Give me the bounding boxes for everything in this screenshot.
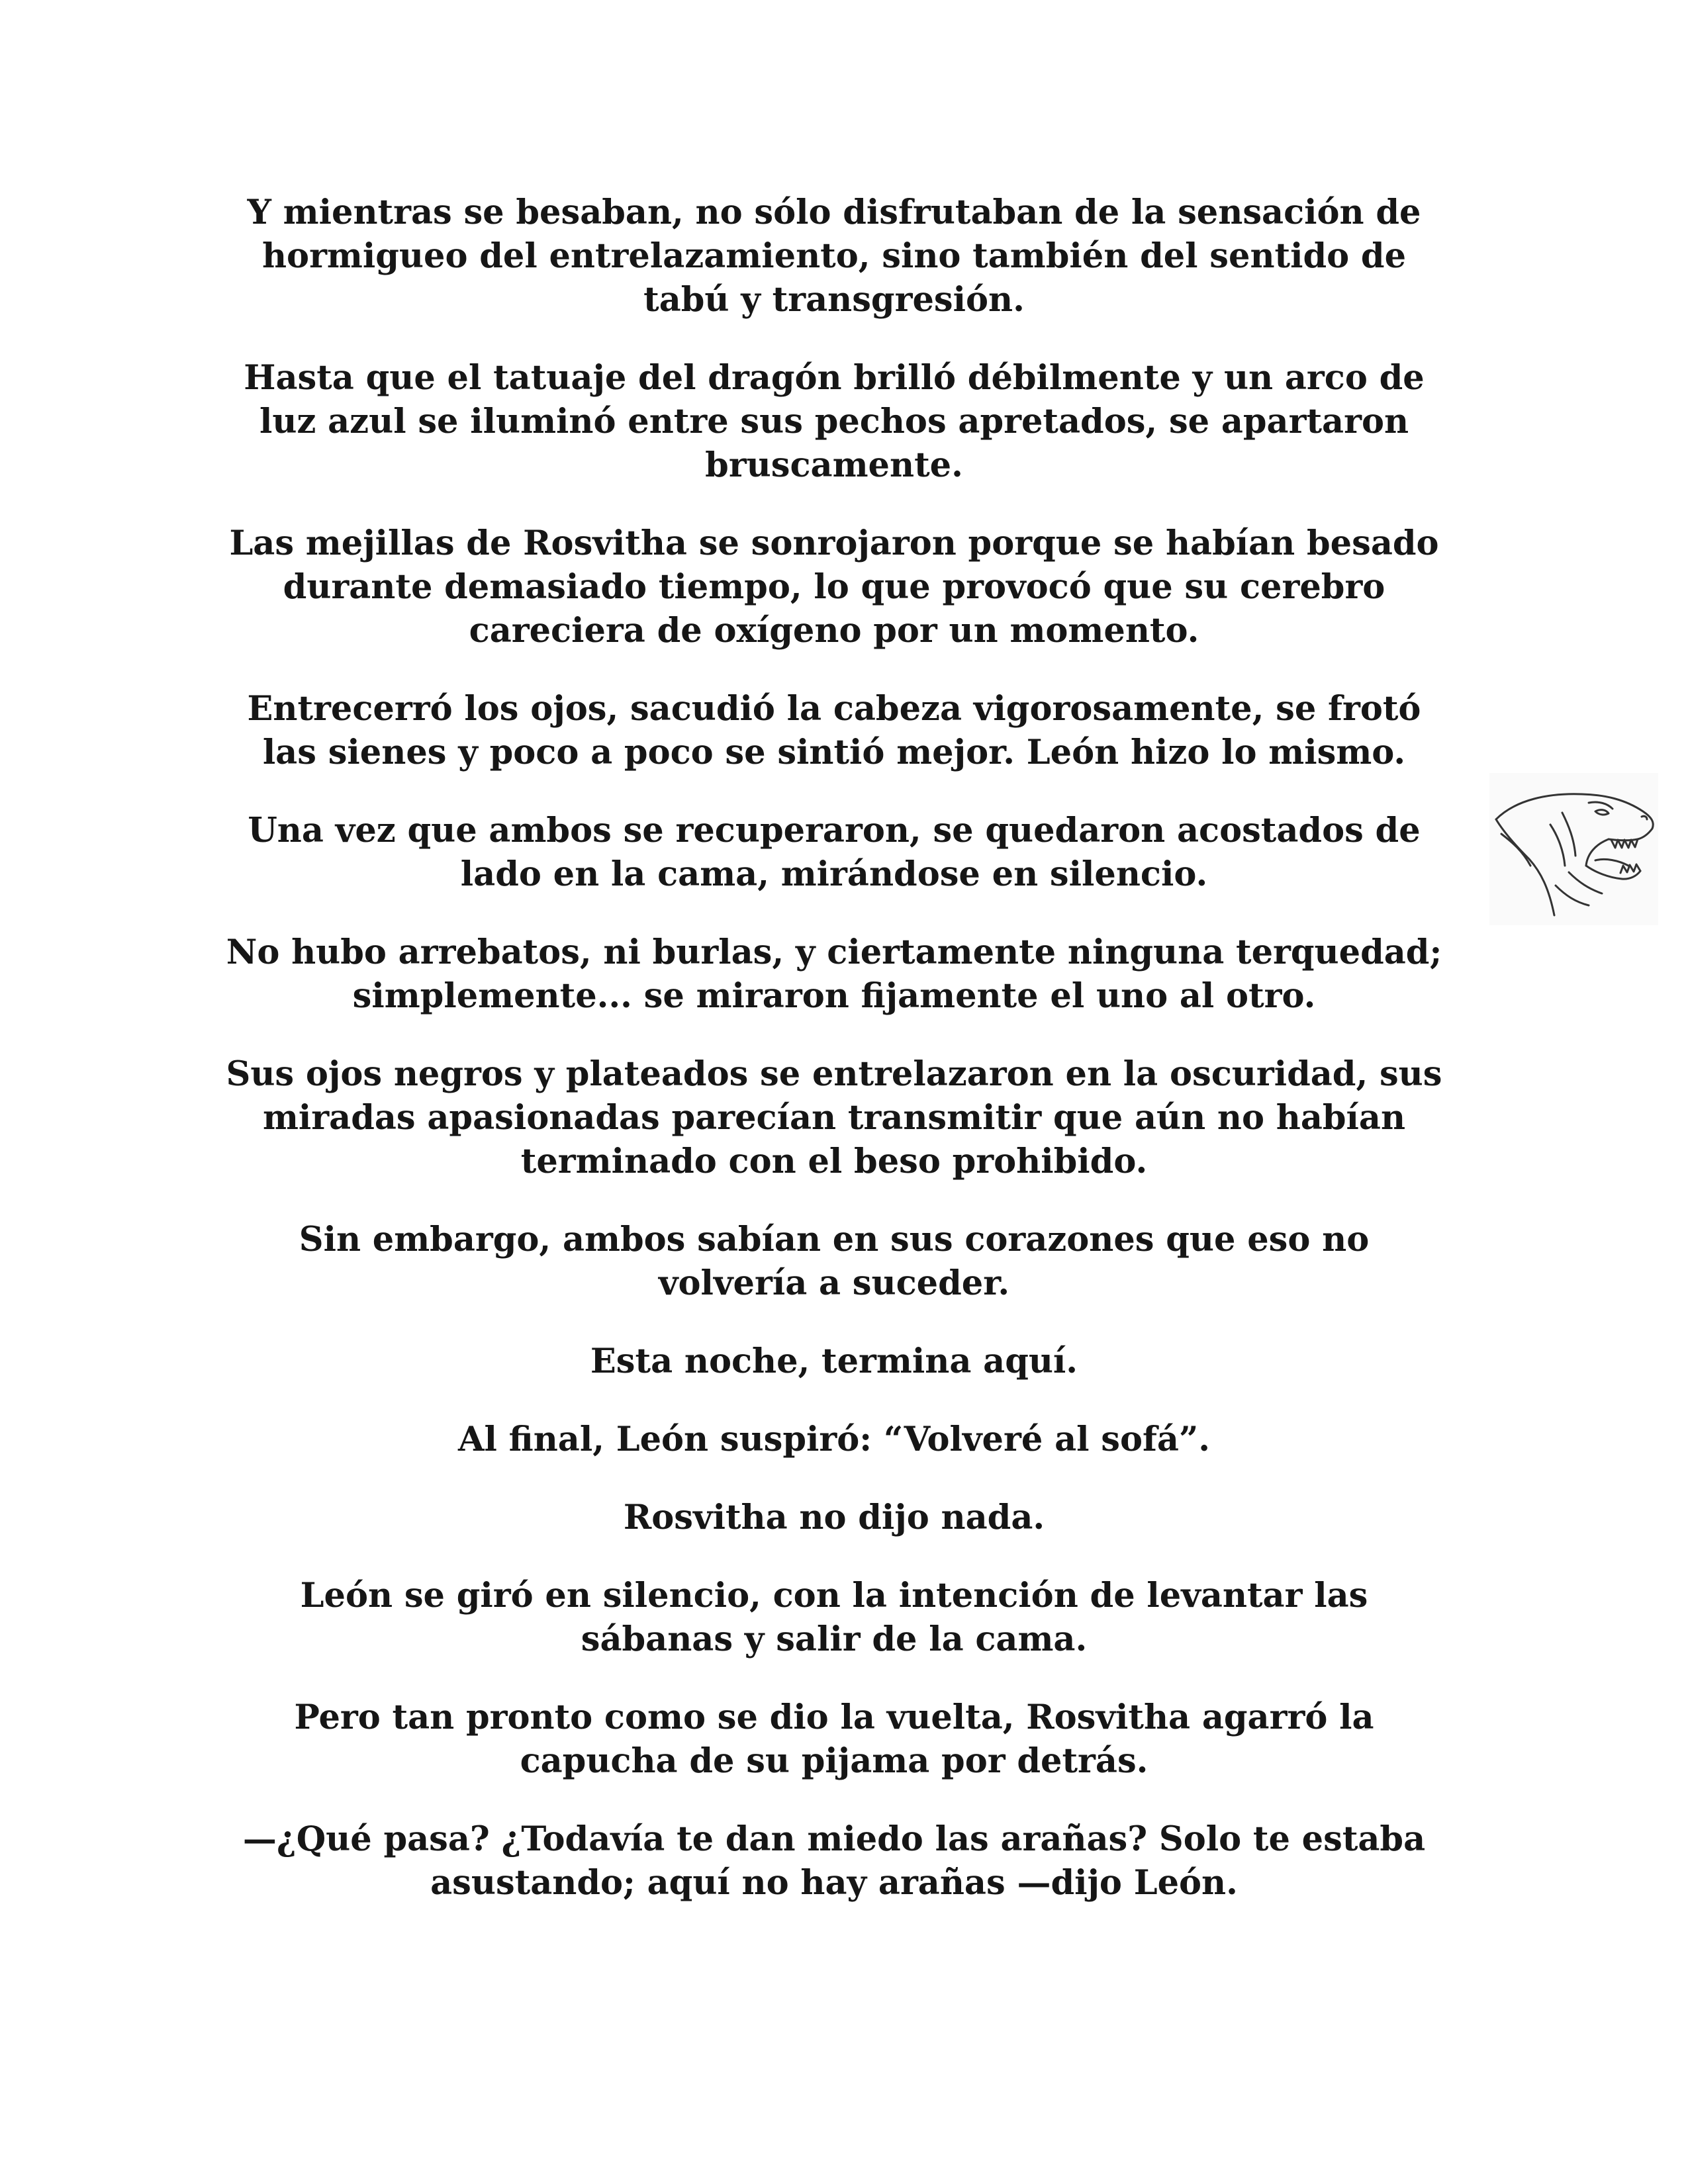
- paragraph-7: Sus ojos negros y plateados se entrelazaron en la oscuridad, sus miradas apasionadas parecían transmitir que aún no habían terminado con el beso prohibido.: [226, 1054, 1442, 1181]
- paragraph-10: Al final, León suspiró: “Volveré al sofá”.: [457, 1420, 1211, 1459]
- paragraph-8: Sin embargo, ambos sabían en sus corazones que eso no volvería a suceder.: [299, 1220, 1370, 1303]
- paragraph-9: Esta noche, termina aquí.: [590, 1342, 1078, 1381]
- paragraph-3: Las mejillas de Rosvitha se sonrojaron porque se habían besado durante demasiado tiempo, lo que provocó que su cerebro careciera de oxígeno por un momento.: [229, 523, 1439, 651]
- paragraph-4: Entrecerró los ojos, sacudió la cabeza vigorosamente, se frotó las sienes y poco a poco se sintió mejor. León hizo lo mismo.: [247, 689, 1421, 772]
- paragraph-5: Una vez que ambos se recuperaron, se quedaron acostados de lado en la cama, mirándose en silencio.: [248, 811, 1421, 894]
- paragraph-12: León se giró en silencio, con la intención de levantar las sábanas y salir de la cama.: [300, 1576, 1368, 1659]
- paragraph-11: Rosvitha no dijo nada.: [623, 1498, 1045, 1537]
- dinosaur-head-sketch-icon: [1489, 773, 1658, 925]
- paragraph-2: Hasta que el tatuaje del dragón brilló débilmente y un arco de luz azul se iluminó entre sus pechos apretados, se apartaron bruscamente.: [244, 358, 1425, 485]
- body-text: [225, 191, 1443, 1939]
- paragraph-14: —¿Qué pasa? ¿Todavía te dan miedo las arañas? Solo te estaba asustando; aquí no hay arañas —dijo León.: [242, 1819, 1426, 1903]
- paragraph-13: Pero tan pronto como se dio la vuelta, Rosvitha agarró la capucha de su pijama por detrás.: [294, 1698, 1374, 1781]
- paragraph-1: Y mientras se besaban, no sólo disfrutaban de la sensación de hormigueo del entrelazamiento, sino también del sentido de tabú y transgresión.: [247, 193, 1421, 320]
- paragraph-6: No hubo arrebatos, ni burlas, y ciertamente ninguna terquedad; simplemente... se miraron fijamente el uno al otro.: [226, 933, 1442, 1016]
